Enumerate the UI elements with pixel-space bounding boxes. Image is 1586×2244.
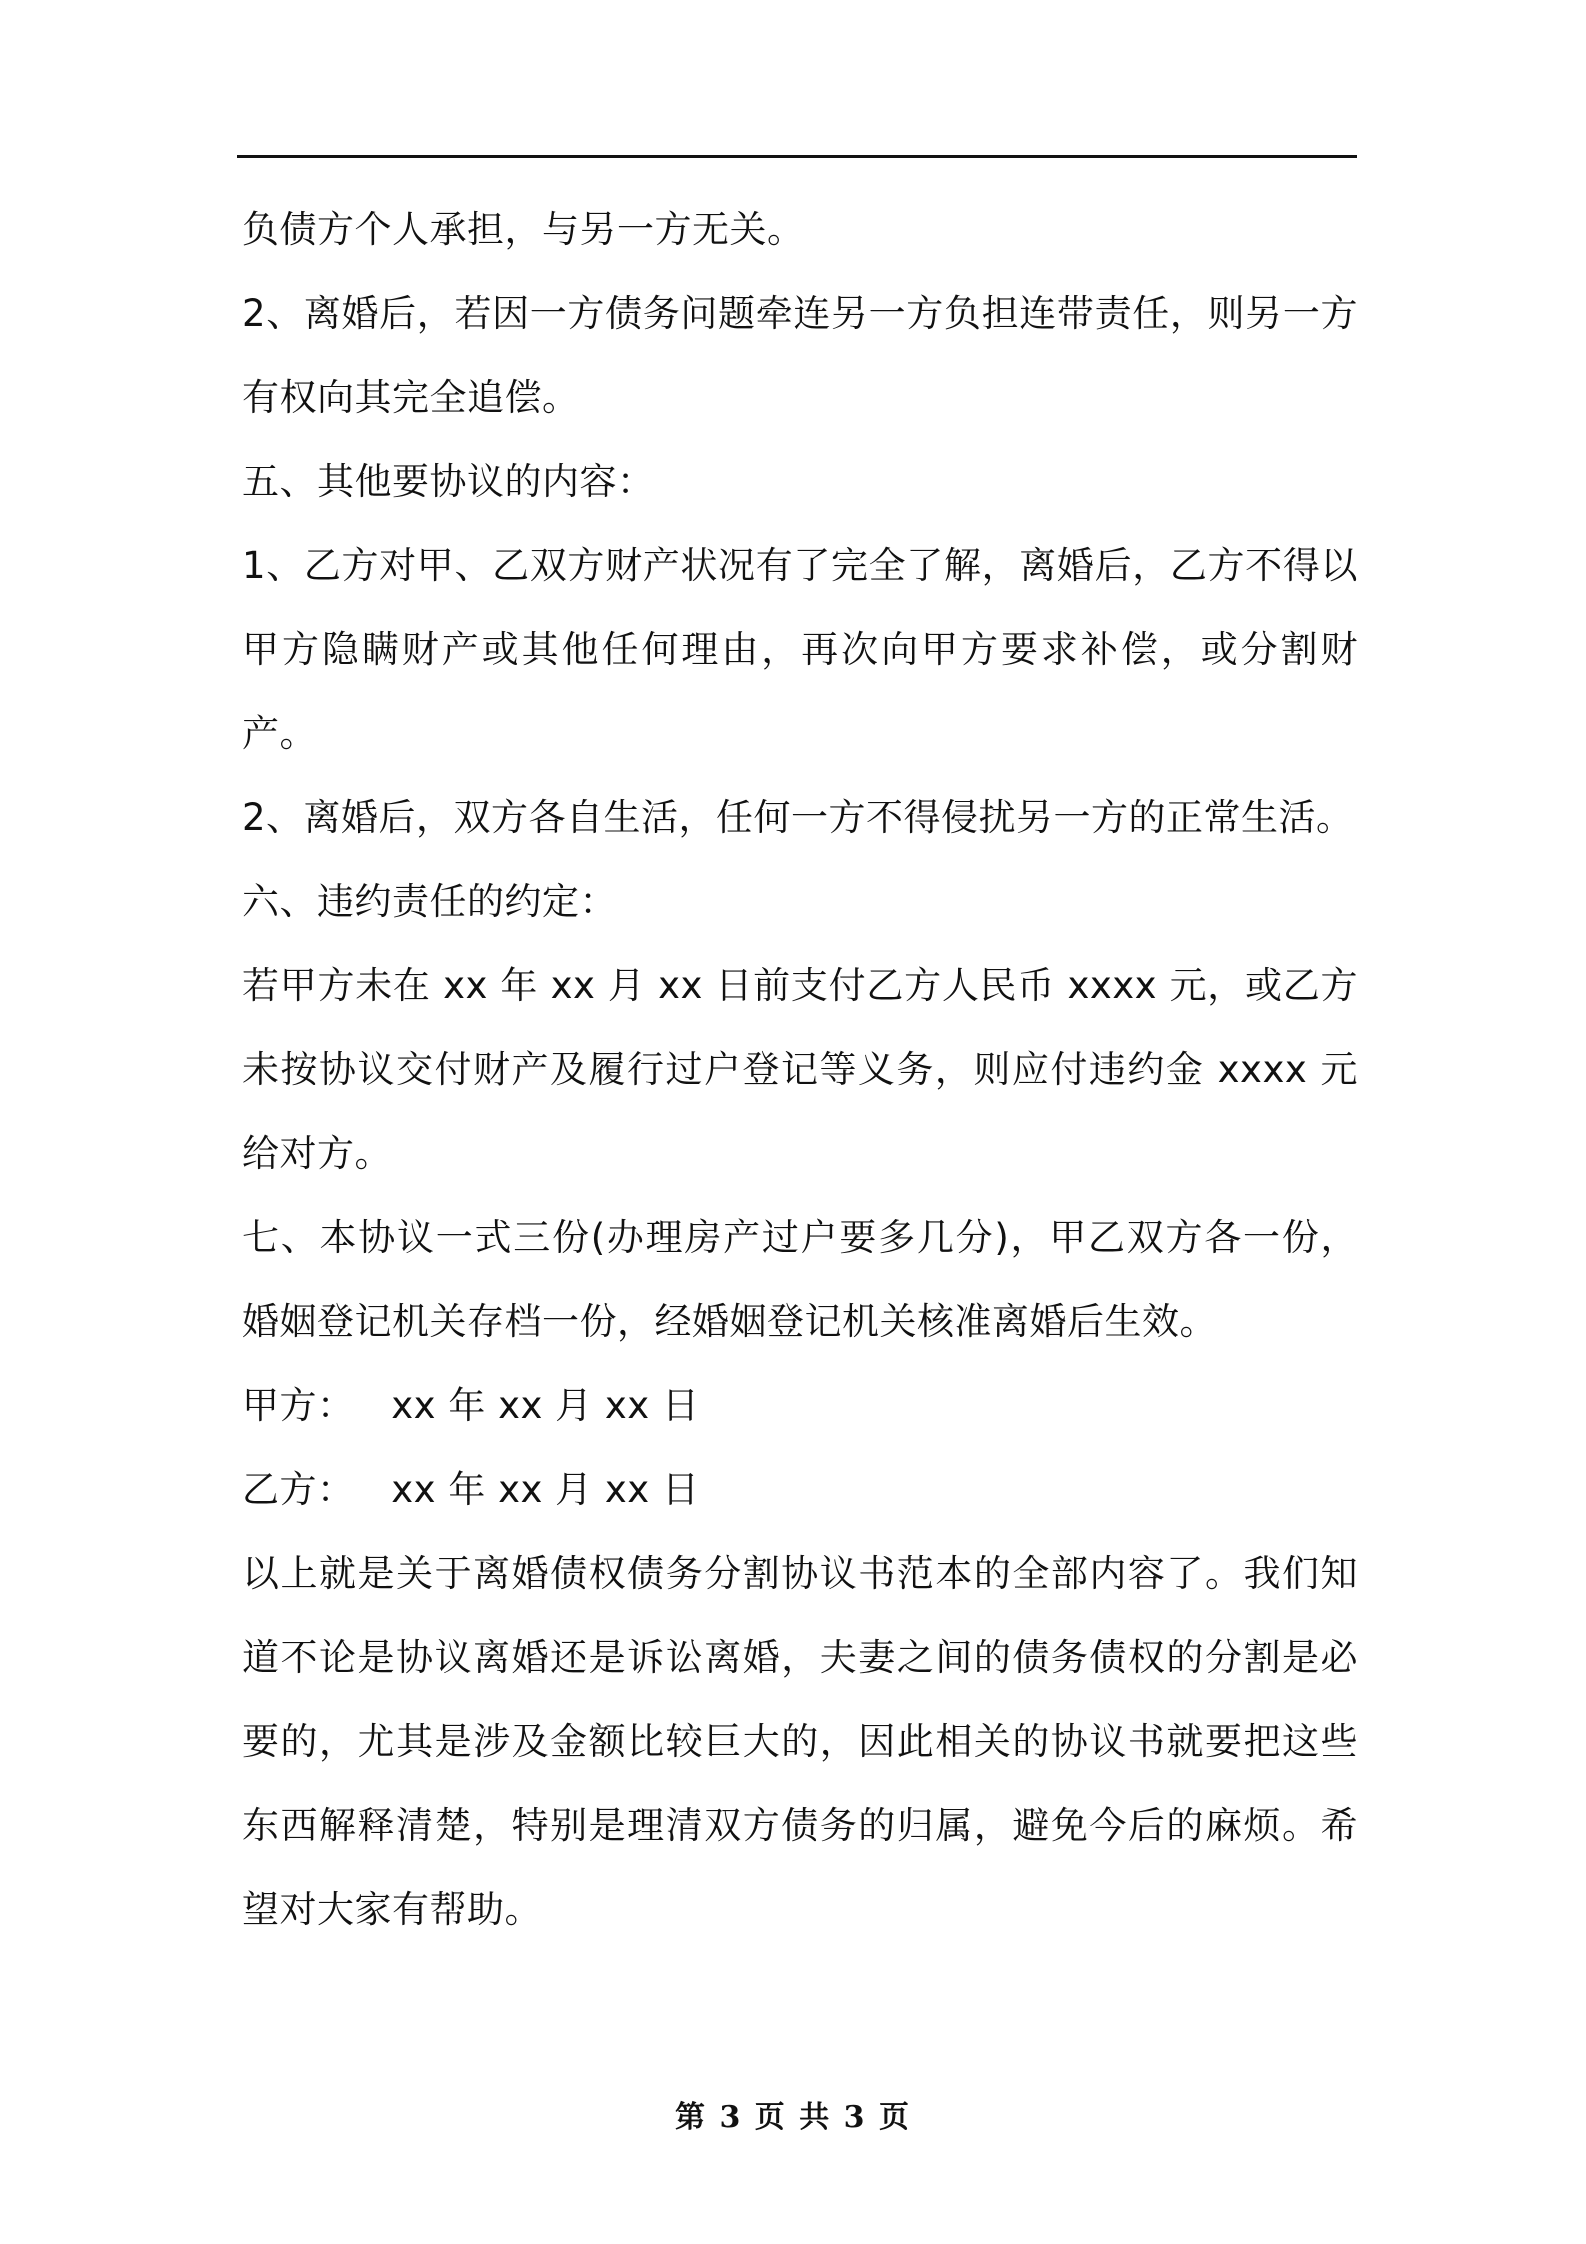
paragraph-breach-penalty: 若甲方未在 xx 年 xx 月 xx 日前支付乙方人民币 xxxx 元，或乙方未按协议交付财产及履行过户登记等义务，则应付违约金 xxxx 元给对方。 xyxy=(242,964,1358,1175)
signature-party-b: 乙方： xx 年 xx 月 xx 日 xyxy=(242,1468,700,1511)
closing-paragraph: 以上就是关于离婚债权债务分割协议书范本的全部内容了。我们知道不论是协议离婚还是诉讼离婚，夫妻之间的债务债权的分割是必要的，尤其是涉及金额比较巨大的，因此相关的协议书就要把这些东西解释清楚，特别是理清双方债务的归属，避免今后的麻烦。希望对大家有帮助。 xyxy=(242,1552,1358,1931)
document-body xyxy=(242,188,1358,1952)
paragraph-separate-lives: 2、离婚后，双方各自生活，任何一方不得侵扰另一方的正常生活。 xyxy=(242,796,1354,839)
paragraph-property-knowledge: 1、乙方对甲、乙双方财产状况有了完全了解，离婚后，乙方不得以甲方隐瞒财产或其他任何理由，再次向甲方要求补偿，或分割财产。 xyxy=(242,544,1358,755)
page-number: 第 3 页 共 3 页 xyxy=(675,2100,911,2135)
header-rule xyxy=(237,155,1357,158)
section-heading-breach: 六、违约责任的约定： xyxy=(242,880,617,923)
paragraph-debt-recourse: 2、离婚后，若因一方债务问题牵连另一方负担连带责任，则另一方有权向其完全追偿。 xyxy=(242,292,1358,419)
paragraph-copies: 七、本协议一式三份(办理房产过户要多几分)，甲乙双方各一份，婚姻登记机关存档一份，经婚姻登记机关核准离婚后生效。 xyxy=(242,1216,1358,1343)
signature-party-a: 甲方： xx 年 xx 月 xx 日 xyxy=(242,1384,700,1427)
section-heading-other-terms: 五、其他要协议的内容： xyxy=(242,460,655,503)
paragraph-debt-bearer: 负债方个人承担，与另一方无关。 xyxy=(242,208,805,251)
